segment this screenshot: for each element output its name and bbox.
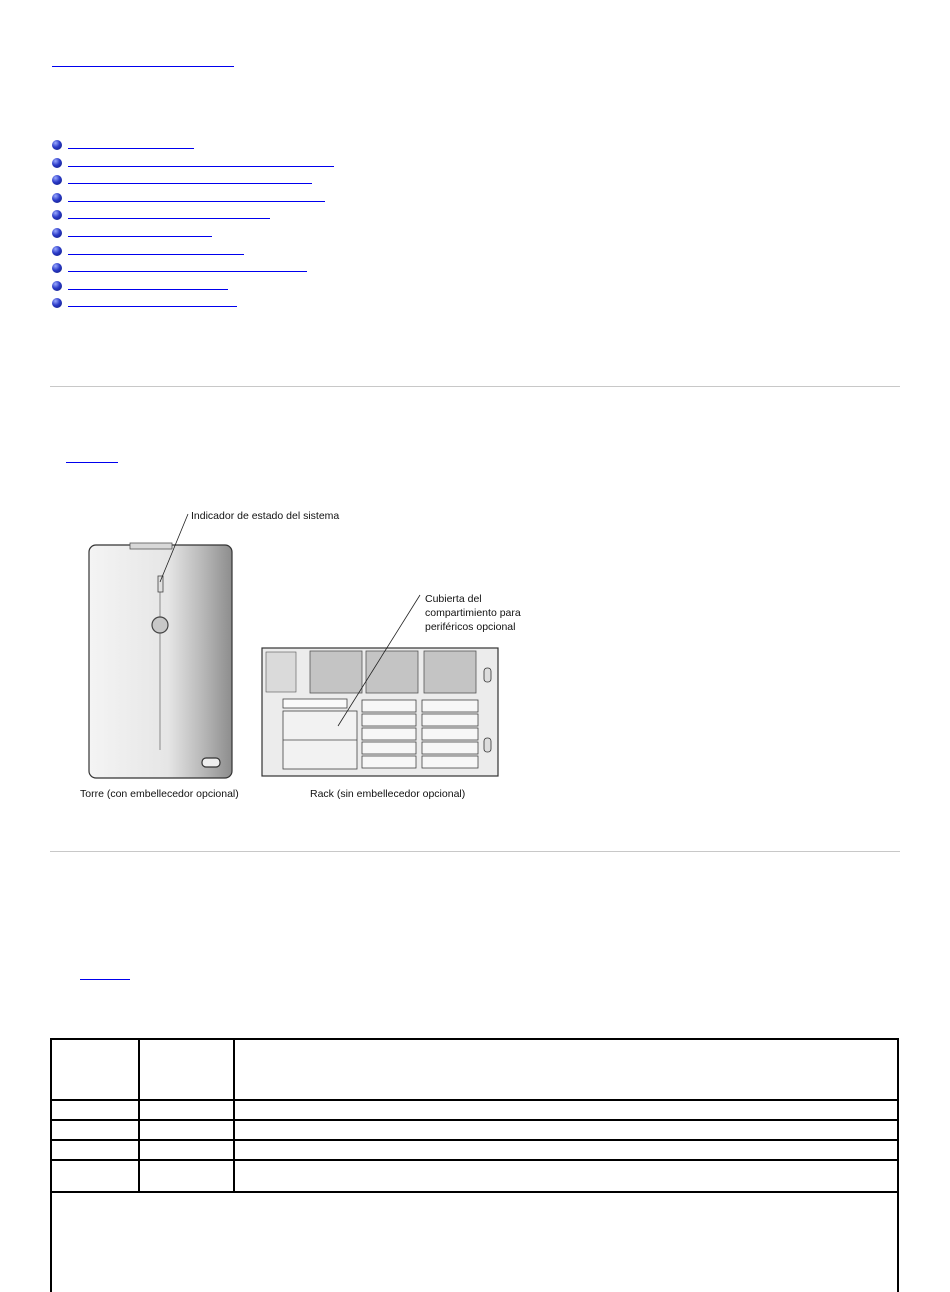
tower-callout-label: Indicador de estado del sistema — [191, 510, 340, 522]
bullet-icon — [52, 175, 62, 185]
bullet-icon — [52, 298, 62, 308]
bullet-icon — [52, 158, 62, 168]
table-header-row — [51, 1039, 898, 1100]
table-row — [51, 1120, 898, 1140]
bullet-icon — [52, 228, 62, 238]
rack-callout-label-3: periféricos opcional — [425, 621, 516, 633]
table-cell — [234, 1160, 898, 1192]
rack-callout-label-2: compartimiento para — [425, 607, 521, 619]
table-header-cell — [51, 1039, 139, 1100]
system-illustration — [80, 500, 540, 810]
back-to-top-link[interactable] — [80, 979, 130, 980]
tower-caption: Torre (con embellecedor opcional) — [80, 788, 239, 800]
bullet-icon — [52, 246, 62, 256]
table-cell — [234, 1120, 898, 1140]
back-to-top-link[interactable] — [66, 462, 118, 463]
table-cell — [51, 1100, 139, 1120]
bullet-icon — [52, 193, 62, 203]
indicator-table — [50, 1038, 899, 1193]
table-cell — [51, 1140, 139, 1160]
section-divider — [50, 386, 900, 387]
table-cell — [139, 1100, 234, 1120]
table-cell — [234, 1140, 898, 1160]
table-cell — [51, 1160, 139, 1192]
rack-caption: Rack (sin embellecedor opcional) — [310, 788, 466, 800]
table-cell — [139, 1120, 234, 1140]
bullet-icon — [52, 210, 62, 220]
table-header-cell — [139, 1039, 234, 1100]
rack-server — [262, 648, 498, 776]
table-cell — [139, 1160, 234, 1192]
table-row — [51, 1140, 898, 1160]
bullet-icon — [52, 140, 62, 150]
table-header-cell — [234, 1039, 898, 1100]
table-row — [51, 1100, 898, 1120]
section-divider — [50, 851, 900, 852]
table-cell — [51, 1120, 139, 1140]
top-link[interactable] — [52, 66, 234, 67]
table-cell — [139, 1140, 234, 1160]
bullet-icon — [52, 281, 62, 291]
table-row — [51, 1160, 898, 1192]
rack-callout-label-1: Cubierta del — [425, 593, 482, 605]
bullet-icon — [52, 263, 62, 273]
table-cell — [234, 1100, 898, 1120]
table-note-cell — [50, 1192, 899, 1292]
tower-server — [89, 543, 232, 778]
system-figure — [80, 500, 540, 810]
